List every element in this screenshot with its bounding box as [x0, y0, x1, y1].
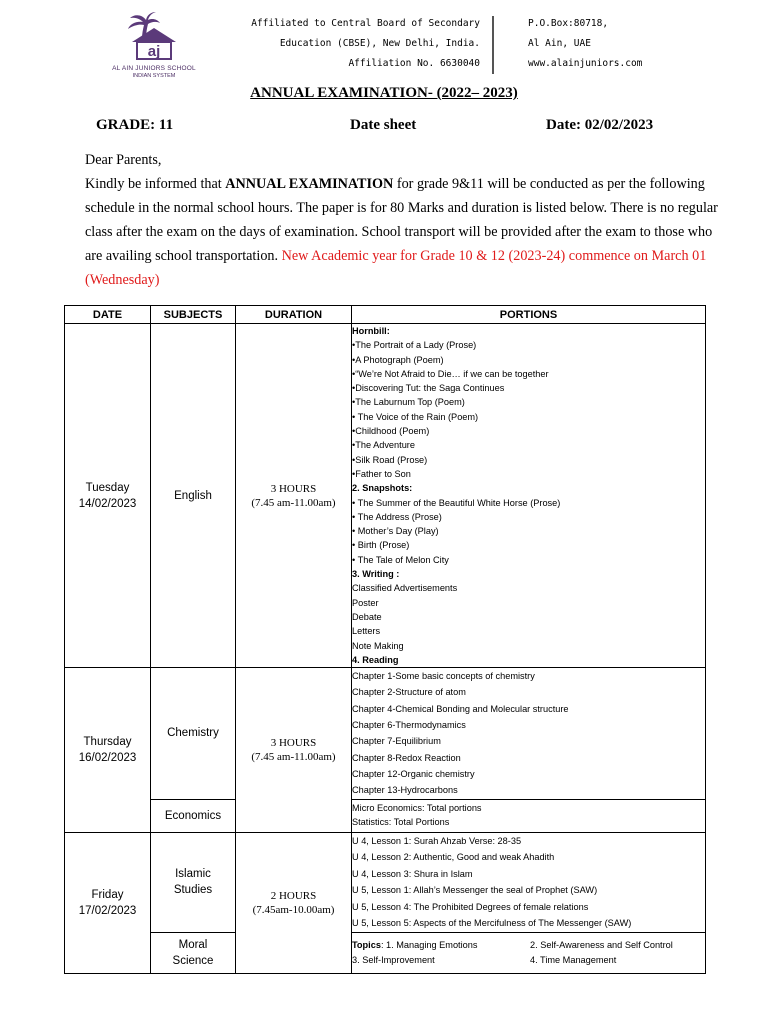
- topic-text: : 1. Managing Emotions: [380, 940, 478, 950]
- topic-item: 4. Time Management: [530, 954, 617, 965]
- subject-cell: Moral Science: [151, 932, 236, 973]
- exam-weekday: Friday: [91, 888, 124, 901]
- portion-item: •“We’re Not Afraid to Die… if we can be together: [352, 368, 549, 379]
- duration-hours: 3 HOURS: [270, 482, 317, 495]
- topic-item: 3. Self-Improvement: [352, 954, 435, 965]
- parent-letter: [85, 148, 725, 292]
- exam-day-cell: [65, 668, 151, 832]
- portion-item: • The Tale of Melon City: [352, 554, 449, 565]
- topic-item: 2. Self-Awareness and Self Control: [530, 940, 673, 950]
- portion-item: • The Address (Prose): [352, 511, 442, 522]
- subject-cell: Economics: [151, 799, 236, 832]
- portion-item: Letters: [352, 626, 381, 637]
- portions-cell: [352, 832, 706, 932]
- issue-date: Date: 02/02/2023: [546, 117, 654, 133]
- portion-item: Chapter 4-Chemical Bonding and Molecular structure: [352, 703, 569, 714]
- portion-item: U 4, Lesson 3: Shura in Islam: [352, 868, 473, 879]
- portion-heading: 2. Snapshots:: [352, 483, 413, 494]
- portion-item: U 5, Lesson 1: Allah’s Messenger the seal of Prophet (SAW): [352, 885, 598, 895]
- header-date: DATE: [65, 306, 151, 324]
- portion-item: •The Portrait of a Lady (Prose): [352, 340, 477, 351]
- logo-letters: aj: [147, 43, 161, 60]
- portion-item: Chapter 6-Thermodynamics: [352, 720, 466, 731]
- portions-cell: [352, 668, 706, 799]
- address-city: Al Ain, UAE: [528, 38, 591, 49]
- letter-body: [85, 172, 725, 292]
- table-row: [65, 799, 706, 832]
- duration-hours: 3 HOURS: [270, 736, 317, 749]
- portion-item: Chapter 7-Equilibrium: [352, 736, 441, 747]
- affiliation-line: Affiliation No. 6630040: [348, 58, 480, 69]
- portion-item: Chapter 12-Organic chemistry: [352, 768, 475, 779]
- exam-day-cell: [65, 832, 151, 973]
- duration-hours: 2 HOURS: [270, 889, 317, 902]
- portion-item: • The Summer of the Beautiful White Horse (Prose): [352, 497, 561, 508]
- topics-label: Topics: [352, 940, 381, 950]
- portions-cell: [352, 932, 706, 973]
- palm-house-logo-icon: [124, 12, 184, 64]
- exam-schedule-table: [64, 305, 706, 974]
- portion-item: •Silk Road (Prose): [352, 454, 428, 465]
- portion-heading: Hornbill:: [352, 326, 390, 336]
- duration-cell: [236, 324, 352, 668]
- letter-main-text: for grade 9&11 will be conducted as per the following schedule in the normal school hours. The paper is for 80 Marks and duration is listed below. There is no regular class after the exam on the days of examination. School transport will be provided after the exam to those who are availing school transportation.: [85, 176, 718, 264]
- duration-cell: [236, 668, 352, 832]
- portion-item: Chapter 13-Hydrocarbons: [352, 785, 458, 796]
- portions-cell: [352, 799, 706, 832]
- subject-cell: English: [151, 324, 236, 668]
- portion-item: •The Laburnum Top (Poem): [352, 397, 465, 408]
- header-portions: PORTIONS: [352, 306, 706, 324]
- affiliation-block: [210, 14, 480, 74]
- salutation: Dear Parents,: [85, 152, 162, 168]
- portion-item: • Mother’s Day (Play): [352, 526, 439, 537]
- portion-heading: 4. Reading: [352, 654, 399, 665]
- portion-item: •A Photograph (Poem): [352, 354, 444, 365]
- portion-item: U 5, Lesson 5: Aspects of the Mercifulness of The Messenger (SAW): [352, 918, 632, 928]
- portion-item: Note Making: [352, 640, 404, 651]
- portion-item: •Father to Son: [352, 468, 411, 479]
- address-block: [528, 14, 642, 74]
- portion-item: Classified Advertisements: [352, 583, 458, 594]
- portion-item: U 5, Lesson 4: The Prohibited Degrees of female relations: [352, 901, 589, 912]
- exam-day-cell: [65, 324, 151, 668]
- school-system: INDIAN SYSTEM: [132, 73, 176, 79]
- header-divider: [492, 16, 494, 74]
- table-row: [65, 668, 706, 799]
- portion-item: • The Voice of the Rain (Poem): [352, 411, 479, 422]
- portion-item: U 4, Lesson 2: Authentic, Good and weak Ahadith: [352, 852, 555, 862]
- table-row: [65, 324, 706, 668]
- portion-item: Statistics: Total Portions: [352, 816, 450, 827]
- header-subjects: SUBJECTS: [151, 306, 236, 324]
- exam-weekday: Thursday: [83, 735, 132, 748]
- exam-date: 17/02/2023: [78, 904, 137, 917]
- portions-cell: [352, 324, 706, 668]
- table-header-row: [65, 306, 706, 324]
- portion-item: •Discovering Tut: the Saga Continues: [352, 383, 505, 394]
- datesheet-label: Date sheet: [350, 117, 417, 133]
- address-pobox: P.O.Box:80718,: [528, 18, 609, 29]
- portion-item: Chapter 2-Structure of atom: [352, 687, 466, 698]
- academic-year-notice: New Academic year for Grade 10 & 12 (2023-24) commence on March 01 (Wednesday): [85, 248, 707, 288]
- duration-time: (7.45am-10.00am): [252, 903, 335, 916]
- portion-item: Chapter 1-Some basic concepts of chemistry: [352, 671, 535, 682]
- letter-bold-phrase: ANNUAL EXAMINATION: [225, 176, 394, 192]
- duration-cell: [236, 832, 352, 973]
- moral-topics-grid: [352, 938, 705, 967]
- portion-heading: 3. Writing :: [352, 569, 400, 580]
- portion-item: Debate: [352, 611, 382, 622]
- portion-item: • Birth (Prose): [352, 540, 410, 551]
- exam-weekday: Tuesday: [85, 481, 130, 494]
- portion-item: •The Adventure: [352, 440, 415, 451]
- duration-time: (7.45 am-11.00am): [251, 750, 336, 763]
- portion-item: Poster: [352, 597, 379, 608]
- affiliation-line: Education (CBSE), New Delhi, India.: [279, 38, 480, 49]
- portion-item: U 4, Lesson 1: Surah Ahzab Verse: 28-35: [352, 835, 522, 846]
- portion-item: Chapter 8-Redox Reaction: [352, 752, 461, 763]
- exam-date: 16/02/2023: [78, 751, 137, 764]
- school-logo: [112, 12, 196, 92]
- header-duration: DURATION: [236, 306, 352, 324]
- letter-intro: Kindly be informed that: [85, 176, 226, 192]
- table-row: [65, 832, 706, 932]
- affiliation-line: Affiliated to Central Board of Secondary: [251, 18, 480, 29]
- portion-item: Micro Economics: Total portions: [352, 803, 482, 813]
- grade-label: GRADE: 11: [96, 117, 174, 133]
- subject-cell: Islamic Studies: [151, 832, 236, 932]
- subject-cell: Chemistry: [151, 668, 236, 799]
- topic-item: [352, 938, 530, 953]
- exam-date: 14/02/2023: [78, 497, 137, 510]
- school-name: AL AIN JUNIORS SCHOOL: [112, 65, 196, 72]
- exam-title: ANNUAL EXAMINATION- (2022– 2023): [250, 85, 518, 101]
- portion-item: •Childhood (Poem): [352, 426, 430, 437]
- duration-time: (7.45 am-11.00am): [251, 496, 336, 509]
- table-row: [65, 932, 706, 973]
- school-website-link[interactable]: www.alainjuniors.com: [528, 58, 643, 69]
